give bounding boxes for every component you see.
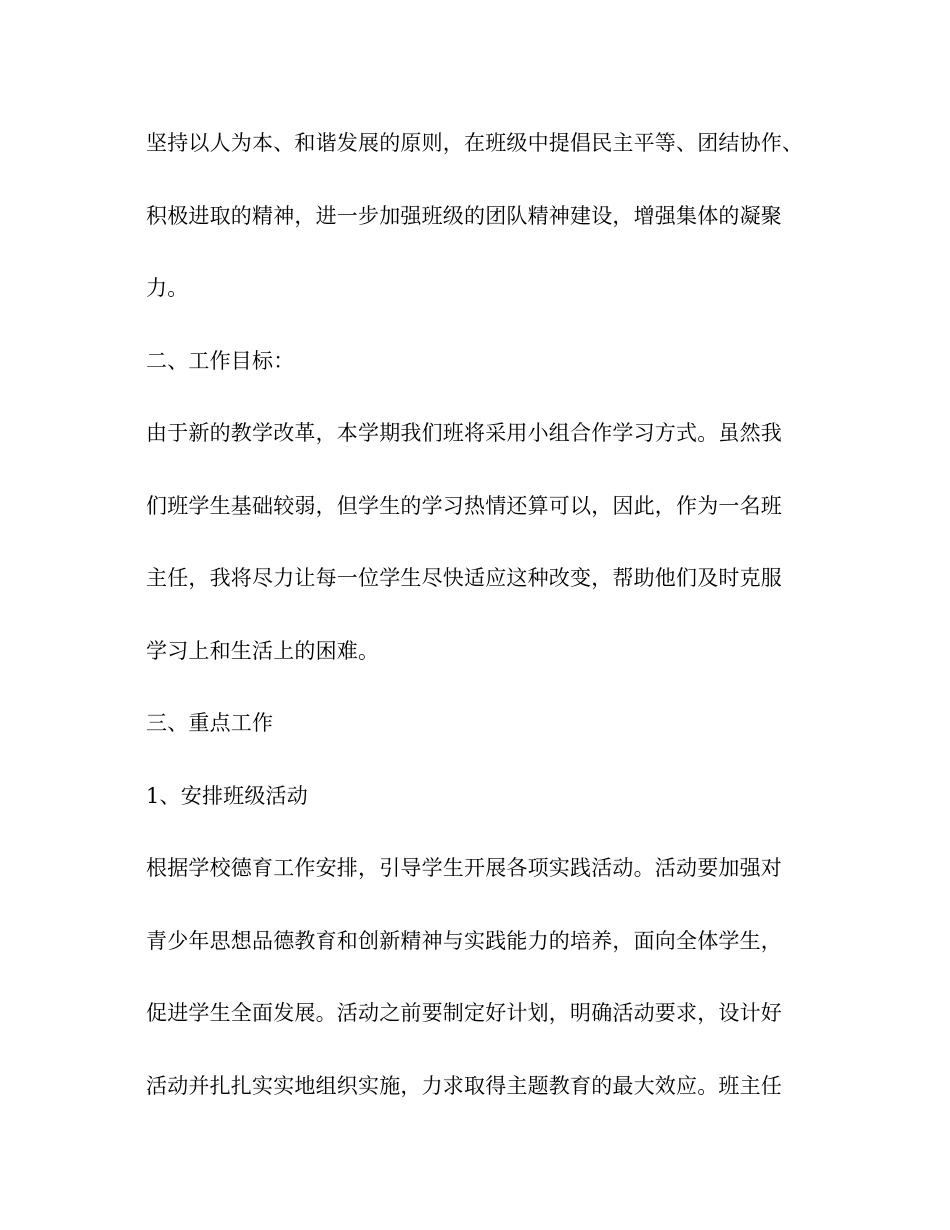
text-line: 积极进取的精神，进一步加强班级的团队精神建设，增强集体的凝聚: [146, 203, 782, 228]
text-line: 学习上和生活上的困难。: [146, 638, 380, 663]
text-line: 活动并扎扎实实地组织实施，力求取得主题教育的最大效应。班主任: [146, 1073, 782, 1098]
section-heading: 二、工作目标：: [146, 348, 295, 373]
text-line: 们班学生基础较弱，但学生的学习热情还算可以，因此，作为一名班: [146, 493, 782, 518]
text-line: 主任，我将尽力让每一位学生尽快适应这种改变，帮助他们及时克服: [146, 566, 782, 590]
text-line: 力。: [146, 276, 189, 300]
text-line: 青少年思想品德教育和创新精神与实践能力的培养，面向全体学生，: [146, 928, 782, 953]
text-line: 促进学生全面发展。活动之前要制定好计划，明确活动要求，设计好: [146, 1001, 782, 1025]
section-heading: 三、重点工作: [146, 711, 274, 735]
text-line: 由于新的教学改革，本学期我们班将采用小组合作学习方式。虽然我: [146, 421, 782, 445]
text-line: 坚持以人为本、和谐发展的原则，在班级中提倡民主平等、团结协作、: [146, 131, 804, 155]
body-text: [146, 121, 826, 1136]
text-line: 根据学校德育工作安排，引导学生开展各项实践活动。活动要加强对: [146, 856, 782, 880]
subsection-heading: 1、安排班级活动: [146, 783, 308, 808]
